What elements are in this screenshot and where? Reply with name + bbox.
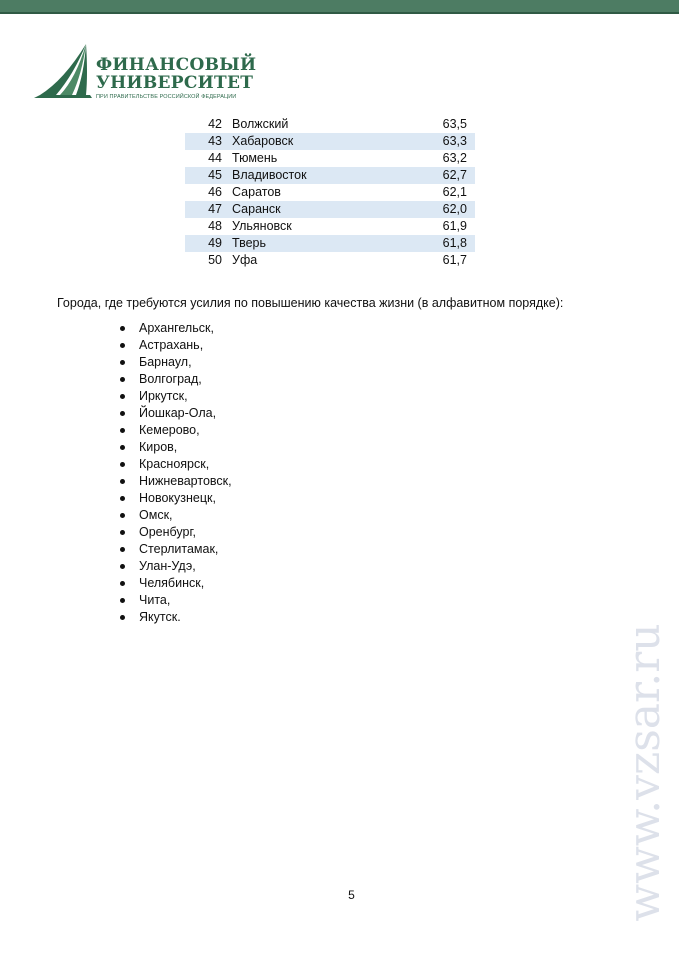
list-item-text: Волгоград, — [139, 372, 202, 386]
list-item — [120, 388, 232, 405]
bullet-icon — [120, 343, 125, 348]
list-item-text: Стерлитамак, — [139, 542, 219, 556]
list-item — [120, 456, 232, 473]
list-item-text: Новокузнецк, — [139, 491, 216, 505]
university-logo — [34, 40, 257, 102]
list-item — [120, 473, 232, 490]
list-item — [120, 507, 232, 524]
logo-title-line2: УНИВЕРСИТЕТ — [96, 73, 254, 93]
bullet-icon — [120, 462, 125, 467]
index-value: 63,3 — [407, 133, 475, 150]
top-bar-line — [0, 12, 679, 14]
city-name: Саратов — [232, 185, 281, 199]
list-item-text: Якутск. — [139, 610, 181, 624]
bullet-icon — [120, 360, 125, 365]
list-item — [120, 422, 232, 439]
logo-title-line1: ФИНАНСОВЫЙ — [96, 55, 257, 75]
index-value: 62,0 — [407, 201, 475, 218]
rank-number: 50 — [208, 253, 222, 267]
bullet-icon — [120, 411, 125, 416]
list-item — [120, 524, 232, 541]
city-name: Тверь — [232, 235, 407, 252]
table-row — [185, 184, 475, 201]
list-item-text: Астрахань, — [139, 338, 204, 352]
city-name: Волжский — [232, 117, 289, 131]
intro-paragraph: Города, где требуются усилия по повышению качества жизни (в алфавитном порядке): — [57, 296, 564, 310]
list-item-text: Архангельск, — [139, 321, 214, 335]
city-name: Тюмень — [232, 151, 278, 165]
bullet-icon — [120, 564, 125, 569]
top-bar — [0, 0, 679, 12]
page-number: 5 — [348, 888, 355, 902]
list-item-text: Красноярск, — [139, 457, 210, 471]
rank-number: 47 — [185, 201, 232, 218]
index-value: 62,1 — [442, 185, 467, 199]
bullet-icon — [120, 394, 125, 399]
index-value: 61,9 — [442, 219, 467, 233]
rank-number: 44 — [208, 151, 222, 165]
bullet-icon — [120, 377, 125, 382]
list-item — [120, 371, 232, 388]
table-row — [185, 235, 475, 252]
list-item — [120, 575, 232, 592]
list-item — [120, 320, 232, 337]
list-item-text: Йошкар-Ола, — [139, 406, 217, 420]
list-item-text: Иркутск, — [139, 389, 188, 403]
list-item-text: Кемерово, — [139, 423, 200, 437]
rank-number: 46 — [208, 185, 222, 199]
list-item — [120, 541, 232, 558]
bullet-icon — [120, 479, 125, 484]
cities-list — [120, 320, 232, 626]
list-item-text: Оренбург, — [139, 525, 196, 539]
table-row — [185, 201, 475, 218]
bullet-icon — [120, 598, 125, 603]
rank-number: 43 — [185, 133, 232, 150]
bullet-icon — [120, 547, 125, 552]
list-item-text: Омск, — [139, 508, 173, 522]
bullet-icon — [120, 428, 125, 433]
logo-subtitle: ПРИ ПРАВИТЕЛЬСТВЕ РОССИЙСКОЙ ФЕДЕРАЦИИ — [96, 94, 237, 100]
list-item — [120, 558, 232, 575]
city-name: Владивосток — [232, 167, 407, 184]
index-value: 63,5 — [442, 117, 467, 131]
bullet-icon — [120, 326, 125, 331]
rank-number: 48 — [208, 219, 222, 233]
rank-number: 42 — [208, 117, 222, 131]
index-value: 63,2 — [442, 151, 467, 165]
list-item — [120, 439, 232, 456]
rank-number: 45 — [185, 167, 232, 184]
bullet-icon — [120, 615, 125, 620]
bullet-icon — [120, 581, 125, 586]
bullet-icon — [120, 496, 125, 501]
list-item-text: Улан-Удэ, — [139, 559, 196, 573]
list-item — [120, 592, 232, 609]
table-row — [185, 133, 475, 150]
index-value: 61,7 — [442, 253, 467, 267]
list-item — [120, 405, 232, 422]
index-value: 62,7 — [407, 167, 475, 184]
ranking-table — [185, 116, 475, 269]
list-item-text: Чита, — [139, 593, 171, 607]
table-row — [185, 252, 475, 269]
table-row — [185, 116, 475, 133]
list-item — [120, 490, 232, 507]
rank-number: 49 — [185, 235, 232, 252]
watermark-text: www.vzsar.ru — [619, 623, 670, 922]
bullet-icon — [120, 530, 125, 535]
list-item — [120, 354, 232, 371]
city-name: Саранск — [232, 201, 407, 218]
list-item — [120, 609, 232, 626]
table-row — [185, 167, 475, 184]
bullet-icon — [120, 445, 125, 450]
watermark — [620, 600, 670, 945]
bullet-icon — [120, 513, 125, 518]
list-item-text: Челябинск, — [139, 576, 205, 590]
list-item-text: Барнаул, — [139, 355, 192, 369]
list-item — [120, 337, 232, 354]
city-name: Хабаровск — [232, 133, 407, 150]
city-name: Ульяновск — [232, 219, 292, 233]
city-name: Уфа — [232, 253, 258, 267]
logo-emblem-icon — [34, 40, 96, 102]
table-row — [185, 150, 475, 167]
list-item-text: Киров, — [139, 440, 178, 454]
list-item-text: Нижневартовск, — [139, 474, 232, 488]
index-value: 61,8 — [407, 235, 475, 252]
table-row — [185, 218, 475, 235]
